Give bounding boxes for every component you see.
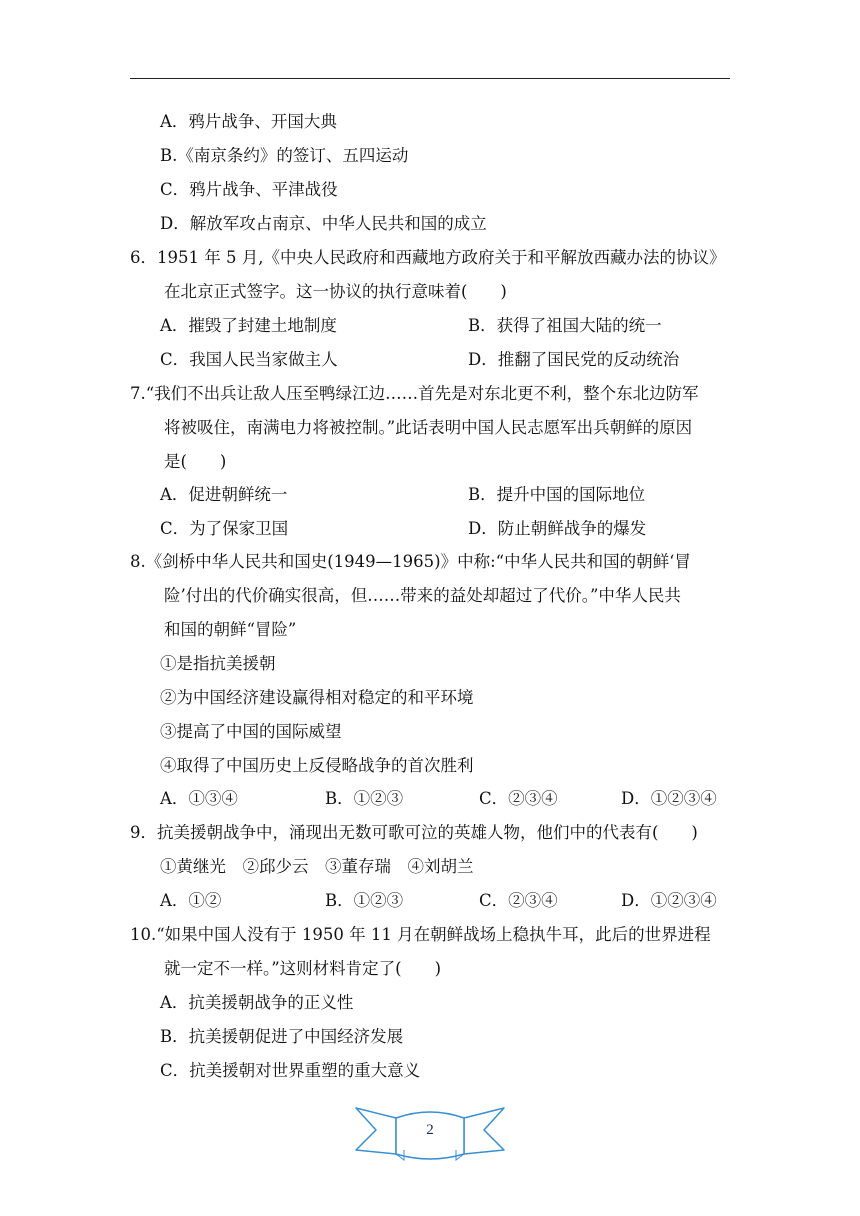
q7-option-c: C．为了保家卫国 <box>160 519 289 538</box>
q10-option-a: A．抗美援朝战争的正义性 <box>160 993 354 1012</box>
q10-option-b: B．抗美援朝促进了中国经济发展 <box>160 1027 404 1046</box>
q7-stem-line1: 7.“我们不出兵让敌人压至鸭绿江边……首先是对东北更不利，整个东北边防军 <box>130 384 699 403</box>
q8-stem-line2: 险’付出的代价确实很高，但……带来的益处却超过了代价。”中华人民共 <box>164 586 681 605</box>
q10-option-c: C．抗美援朝对世界重塑的重大意义 <box>160 1061 421 1080</box>
q7-stem-line2: 将被吸住，南满电力将被控制。”此话表明中国人民志愿军出兵朝鲜的原因 <box>164 418 693 437</box>
q9-option-b: B．①②③ <box>325 891 404 910</box>
q7-stem-line3: 是( ) <box>164 452 227 471</box>
q9-option-d: D．①②③④ <box>621 891 717 910</box>
q8-option-c: C．②③④ <box>479 789 558 808</box>
q5-option-c: C．鸦片战争、平津战役 <box>160 180 338 199</box>
q8-item-2: ②为中国经济建设赢得相对稳定的和平环境 <box>160 688 474 707</box>
q9-stem: 9．抗美援朝战争中，涌现出无数可歌可泣的英雄人物，他们中的代表有( ) <box>130 823 698 842</box>
q8-item-4: ④取得了中国历史上反侵略战争的首次胜利 <box>160 756 474 775</box>
page-number: 2 <box>426 1122 434 1138</box>
q8-stem-line3: 和国的朝鲜“冒险” <box>164 620 297 639</box>
q9-option-a: A．①② <box>160 891 222 910</box>
q8-option-b: B．①②③ <box>325 789 404 808</box>
header-rule <box>130 78 730 79</box>
q9-items: ①黄继光 ②邱少云 ③董存瑞 ④刘胡兰 <box>160 857 474 876</box>
q8-option-d: D．①②③④ <box>621 789 717 808</box>
q7-option-a: A．促进朝鲜统一 <box>160 485 288 504</box>
q8-item-1: ①是指抗美援朝 <box>160 654 276 673</box>
q5-option-b: B.《南京条约》的签订、五四运动 <box>160 146 409 165</box>
q9-option-c: C．②③④ <box>479 891 558 910</box>
q6-stem-line2: 在北京正式签字。这一协议的执行意味着( ) <box>164 282 507 301</box>
q6-option-b: B．获得了祖国大陆的统一 <box>468 316 662 335</box>
q5-option-a: A．鸦片战争、开国大典 <box>160 112 337 131</box>
q8-option-a: A．①③④ <box>160 789 238 808</box>
q10-stem-line1: 10.“如果中国人没有于 1950 年 11 月在朝鲜战场上稳执牛耳，此后的世界进程 <box>130 925 711 944</box>
q6-option-a: A．摧毁了封建土地制度 <box>160 316 337 335</box>
q10-stem-line2: 就一定不一样。”这则材料肯定了( ) <box>164 959 442 978</box>
q7-option-d: D．防止朝鲜战争的爆发 <box>468 519 647 538</box>
q7-option-b: B．提升中国的国际地位 <box>468 485 646 504</box>
q8-stem-line1: 8.《剑桥中华人民共和国史(1949—1965)》中称:“中华人民共和国的朝鲜‘冒 <box>130 552 691 571</box>
q6-option-c: C．我国人民当家做主人 <box>160 350 338 369</box>
q5-option-d: D．解放军攻占南京、中华人民共和国的成立 <box>160 214 487 233</box>
q6-option-d: D．推翻了国民党的反动统治 <box>468 350 680 369</box>
q6-stem-line1: 6．1951 年 5 月,《中央人民政府和西藏地方政府关于和平解放西藏办法的协议》 <box>130 248 726 267</box>
q8-item-3: ③提高了中国的国际威望 <box>160 722 342 741</box>
